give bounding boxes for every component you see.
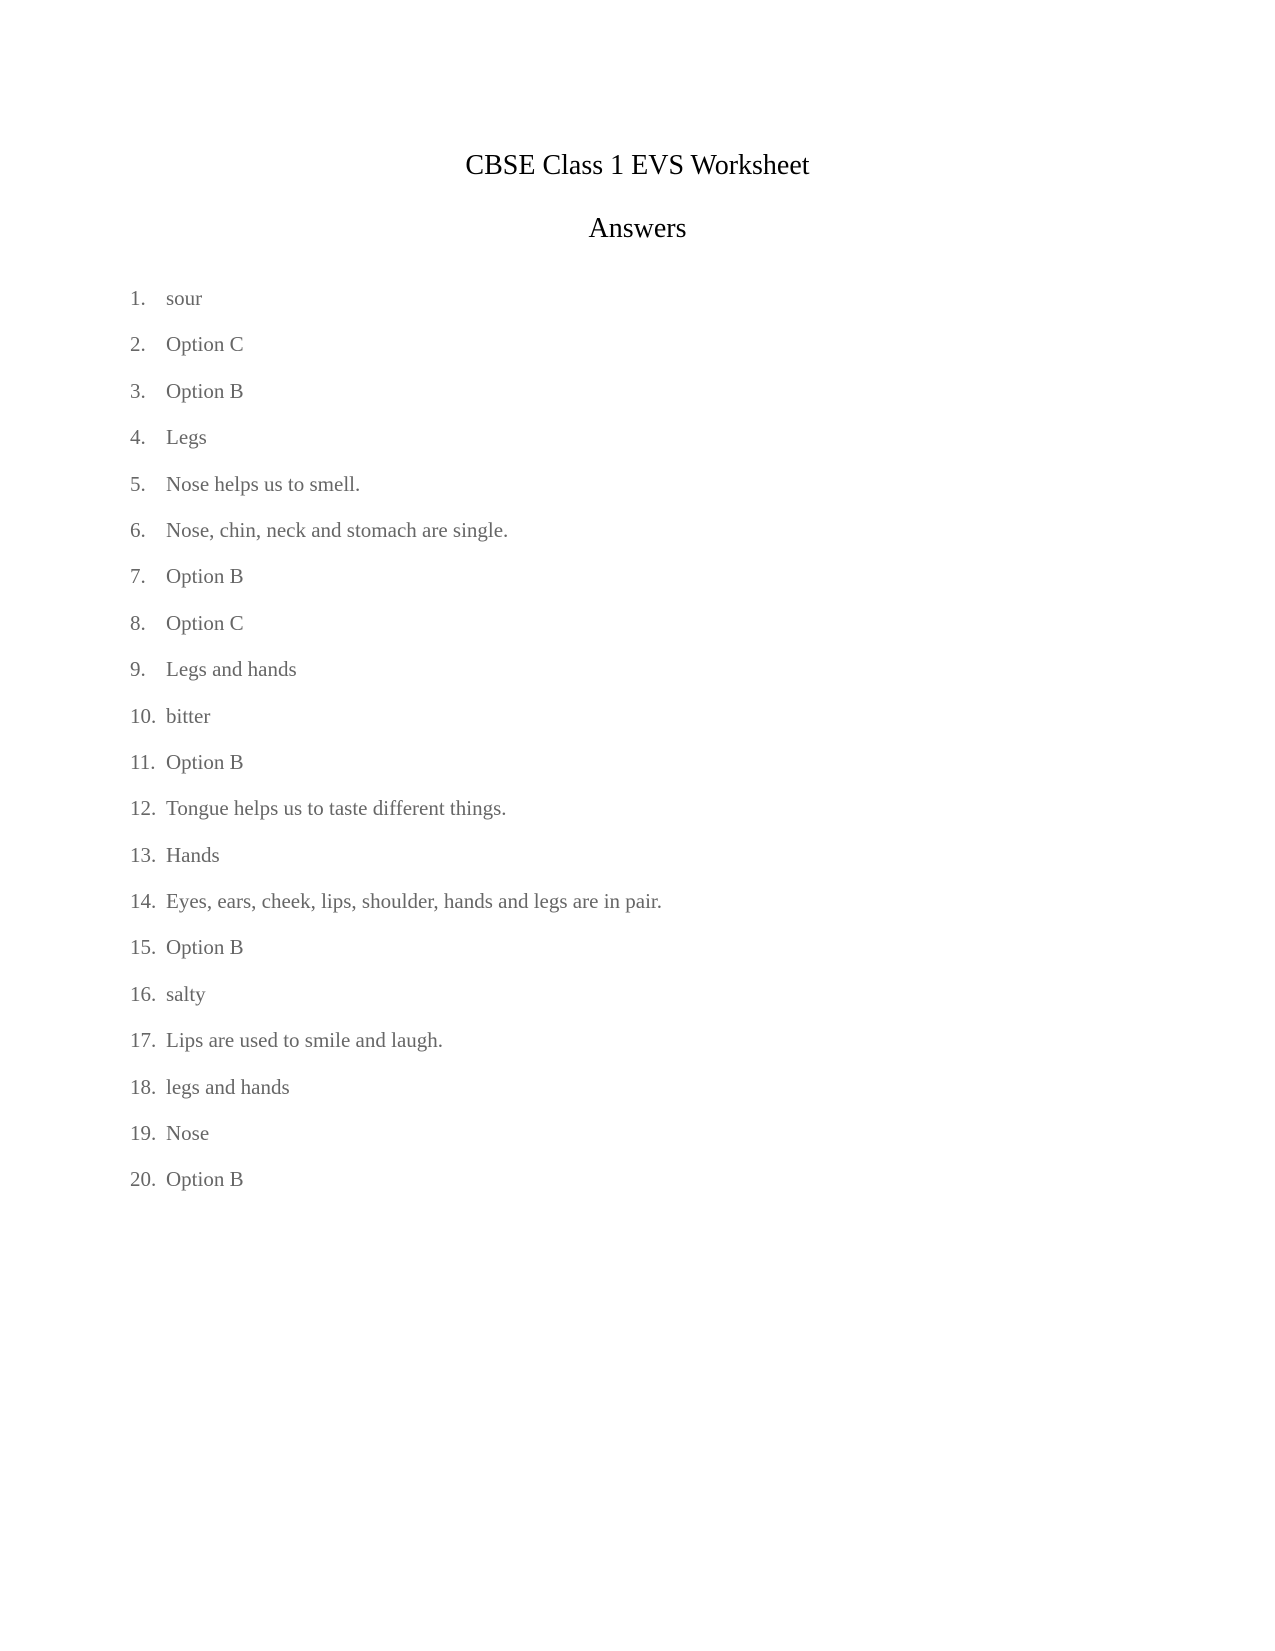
answer-item — [130, 332, 662, 378]
answer-text: Hands — [166, 842, 220, 867]
answer-text: Option C — [166, 610, 244, 635]
answer-item — [130, 611, 662, 657]
answer-text: Nose — [166, 1121, 210, 1146]
answer-number: 2. — [130, 332, 146, 357]
answer-number: 4. — [130, 425, 146, 450]
answer-item — [130, 286, 662, 332]
answer-text: Lips are used to smile and laugh. — [166, 1028, 444, 1053]
answer-number: 5. — [130, 471, 146, 496]
answer-text: salty — [166, 981, 206, 1006]
answer-text: Legs and hands — [166, 657, 297, 682]
answer-number: 11. — [130, 749, 156, 774]
document-title: CBSE Class 1 EVS Worksheet — [465, 150, 810, 181]
answer-item — [130, 425, 662, 471]
answer-number: 12. — [130, 796, 157, 821]
answer-text: Option C — [166, 332, 244, 357]
answer-item — [130, 1121, 662, 1167]
answer-number: 13. — [130, 842, 157, 867]
document-subtitle: Answers — [588, 213, 687, 244]
answer-item — [130, 1028, 662, 1074]
answer-item — [130, 518, 662, 564]
answer-number: 16. — [130, 981, 157, 1006]
answer-number: 7. — [130, 564, 146, 589]
answer-number: 14. — [130, 889, 157, 914]
answer-item — [130, 982, 662, 1028]
answer-number: 17. — [130, 1028, 157, 1053]
answer-number: 9. — [130, 657, 146, 682]
answer-text: Nose helps us to smell. — [166, 471, 361, 496]
answer-text: Option B — [166, 1167, 244, 1192]
answer-item — [130, 1167, 662, 1213]
answer-item — [130, 379, 662, 425]
answer-item — [130, 889, 662, 935]
answer-number: 1. — [130, 286, 146, 310]
answer-text: Option B — [166, 749, 244, 774]
answer-text: Nose, chin, neck and stomach are single. — [166, 517, 509, 542]
answer-text: Legs — [166, 425, 207, 450]
answer-text: Option B — [166, 378, 244, 403]
answer-item — [130, 1075, 662, 1121]
answer-item — [130, 472, 662, 518]
answer-text: Option B — [166, 564, 244, 589]
answer-number: 8. — [130, 610, 146, 635]
answer-item — [130, 935, 662, 981]
answer-number: 15. — [130, 935, 157, 960]
answer-number: 10. — [130, 703, 157, 728]
answer-text: sour — [166, 286, 203, 310]
answer-text: bitter — [166, 703, 211, 728]
answer-number: 18. — [130, 1074, 157, 1099]
answer-text: Option B — [166, 935, 244, 960]
answer-number: 19. — [130, 1121, 157, 1146]
answer-item — [130, 704, 662, 750]
answer-text: legs and hands — [166, 1074, 290, 1099]
answer-text: Tongue helps us to taste different things. — [166, 796, 507, 821]
answer-item — [130, 750, 662, 796]
answer-item — [130, 564, 662, 610]
answer-number: 3. — [130, 378, 146, 403]
answer-item — [130, 796, 662, 842]
answer-list — [130, 286, 662, 1214]
answer-text: Eyes, ears, cheek, lips, shoulder, hands and legs are in pair. — [166, 889, 663, 914]
answer-number: 6. — [130, 517, 146, 542]
answer-item — [130, 657, 662, 703]
answer-item — [130, 843, 662, 889]
answer-number: 20. — [130, 1167, 157, 1192]
